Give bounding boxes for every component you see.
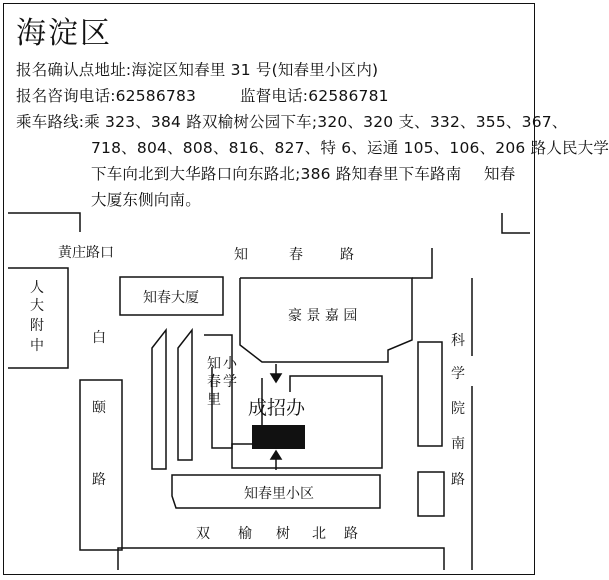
bus-route-line-1: 乘车路线:乘 323、384 路双榆树公园下车;320、320 支、332、355、367、 [16, 113, 568, 131]
label-kxy-1: 科 [451, 333, 465, 349]
office-marker [252, 425, 305, 449]
label-baiyi-2: 颐 [92, 400, 106, 416]
label-kxy-3: 院 [451, 401, 465, 417]
label-renda-2: 大 [30, 298, 44, 314]
consult-phone-line: 报名咨询电话:62586783 [16, 87, 197, 105]
label-haojing-jiayuan: 豪 景 嘉 园 [288, 308, 358, 324]
label-syb-1: 双 [196, 526, 210, 542]
arrow-up-icon [271, 451, 281, 459]
label-xiaoxue-1: 小 [223, 356, 237, 372]
bus-route-line-3: 下车向北到大华路口向东路北;386 路知春里下车路南 [91, 165, 462, 183]
label-zhichunli-2: 春 [207, 374, 221, 390]
label-kxy-2: 学 [451, 366, 465, 382]
road-edge [412, 248, 432, 278]
label-zhichun-lu-2: 春 [289, 247, 303, 263]
label-kxy-5: 路 [451, 472, 465, 488]
district-title: 海淀区 [16, 16, 112, 51]
label-syb-3: 树 [276, 526, 290, 542]
label-renda-1: 人 [30, 280, 44, 296]
label-office: 成招办 [248, 397, 306, 419]
label-syb-2: 榆 [238, 526, 252, 542]
label-zhichun-lu-1: 知 [234, 247, 248, 263]
label-zhichun-dasha: 知春大厦 [143, 290, 199, 306]
label-baiyi-3: 路 [92, 472, 106, 488]
bus-route-line-4: 大厦东侧向南。 [91, 191, 201, 209]
bus-route-line-3-tail: 知春 [484, 165, 516, 183]
right-block-outline [418, 342, 442, 446]
supervise-phone-line: 监督电话:62586781 [240, 87, 389, 105]
bus-route-line-2: 718、804、808、816、827、特 6、运通 105、106、206 路人民大学 [91, 139, 609, 157]
block-strip [152, 330, 166, 469]
label-kxy-4: 南 [451, 436, 465, 452]
road-edge [118, 548, 444, 570]
block-strip [178, 330, 192, 460]
road-edge [502, 213, 530, 233]
label-zhichunli-3: 里 [207, 392, 221, 408]
arrow-down-icon [271, 374, 281, 382]
label-syb-5: 路 [344, 526, 358, 542]
address-line: 报名确认点地址:海淀区知春里 31 号(知春里小区内) [16, 61, 379, 79]
label-syb-4: 北 [312, 526, 326, 542]
right-block-outline [418, 472, 444, 516]
label-renda-4: 中 [30, 338, 44, 354]
label-zhichunli-xiaoqu: 知春里小区 [244, 486, 314, 502]
label-baiyi-1: 白 [92, 330, 106, 346]
label-huangzhuang-lukou: 黄庄路口 [58, 245, 114, 261]
label-zhichun-lu-3: 路 [340, 247, 354, 263]
label-renda-3: 附 [30, 318, 44, 334]
office-compound-outline [232, 376, 382, 468]
road-edge [8, 213, 80, 232]
label-zhichunli-1: 知 [207, 356, 221, 372]
label-xiaoxue-2: 学 [223, 374, 237, 390]
